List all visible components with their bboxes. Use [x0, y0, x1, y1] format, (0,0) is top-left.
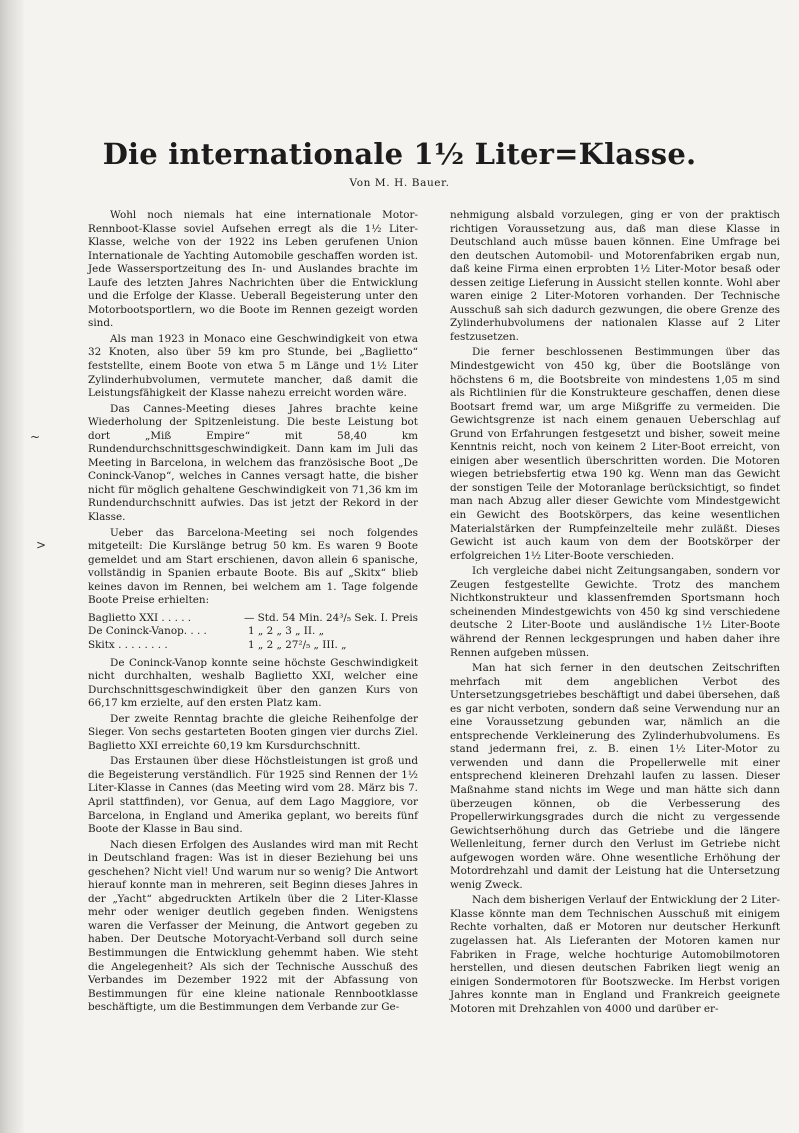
- left-column: [88, 209, 418, 1017]
- paragraph: Die ferner beschlossenen Bestimmungen über das Mindestgewicht von 450 kg, über die Bootslänge von höchstens 6 m, die Bootsbreite von mindestens 1,05 m sind als Richtlinien für die Konstrukteure geschaffen, denen diese Bootsart fremd war, um arge Mißgriffe zu vermeiden. Die Gewichtsgrenze ist nach einem genauen Ueberschlag auf Grund von Erfahrungen festgesetzt und bisher, soweit meine Kenntnis reicht, noch von keinem 2 Liter-Boot erreicht, von einigen aber wesentlich überschritten worden. Die Motoren wiegen betriebsfertig etwa 190 kg. Wenn man das Gewicht der sonstigen Teile der Motoranlage berücksichtigt, so findet man nach Abzug aller dieser Gewichte vom Mindestgewicht ein Gewicht des Bootskörpers, das keine wesentlichen Materialstärken der Rumpfeinzelteile mehr zuläßt. Dieses Gewicht ist auch kaum von dem der Bootskörper der erfolgreichen 1½ Liter-Boote verschieden.: [450, 346, 780, 562]
- right-column: [450, 209, 780, 1018]
- paragraph: Nach dem bisherigen Verlauf der Entwicklung der 2 Liter-Klasse könnte man dem Technischen Ausschuß mit einigem Rechte vorhalten, daß er Motoren nur deutscher Herkunft zugelassen hat. Als Lieferanten der Motoren kamen nur Fabriken in Frage, welche hochturige Automobilmotoren herstellen, und diesen deutschen Fabriken liegt wenig an einigen Sondermotoren für Bootszwecke. Im Herbst vorigen Jahres konnte man in England und Frankreich geeignete Motoren mit Drehzahlen von 4000 und darüber er-: [450, 894, 780, 1015]
- race-results-table: [88, 612, 418, 653]
- paragraph: Das Cannes-Meeting dieses Jahres brachte keine Wiederholung der Spitzenleistung. Die beste Leistung bot dort „Miß Empire“ mit 58,40 km Rundendurchschnittsgeschwindigkeit. Dann kam im Juli das Meeting in Barcelona, in welchem das französische Boot „De Coninck-Vanop“, welches in Cannes versagt hatte, die bisher nicht für möglich gehaltene Geschwindigkeit von 71,36 km im Rundendurchschnitt aufwies. Das ist jetzt der Rekord in der Klasse.: [88, 402, 418, 524]
- paragraph: De Coninck-Vanop konnte seine höchste Geschwindigkeit nicht durchhalten, weshalb Baglietto XXI, welcher eine Durchschnittsgeschwindigkeit über den ganzen Kurs von 66,17 km erzielte, auf den ersten Platz kam.: [88, 656, 418, 710]
- paragraph: Ueber das Barcelona-Meeting sei noch folgendes mitgeteilt: Die Kurslänge betrug 50 km. Es waren 9 Boote gemeldet und am Start erschienen, davon allein 6 spanische, vollständig in Spanien erbaute Boote. Bis auf „Skitx“ blieb keines davon im Rennen, bei welchem am 1. Tage folgende Boote Preise erhielten:: [88, 526, 418, 607]
- paragraph: nehmigung alsbald vorzulegen, ging er von der praktisch richtigen Voraussetzung aus, daß man diese Klasse in Deutschland auch müsse bauen können. Eine Umfrage bei den deutschen Automobil- und Motorenfabriken ergab nun, daß keine Firma einen erprobten 1½ Liter-Motor besaß oder dessen zeitige Lieferung in Aussicht stellen konnte. Wohl aber waren einige 2 Liter-Motoren vorhanden. Der Technische Ausschuß sah sich dadurch gezwungen, die obere Grenze des Zylinderhubvolumens der nationalen Klasse auf 2 Liter festzusetzen.: [450, 209, 780, 343]
- boat-result: — Std. 54 Min. 24³/₅ Sek. I. Preis: [243, 611, 418, 624]
- margin-mark: >: [36, 538, 47, 552]
- paragraph: Der zweite Renntag brachte die gleiche Reihenfolge der Sieger. Von sechs gestarteten Booten gingen vier durchs Ziel. Baglietto XXI erreichte 60,19 km Kursdurchschnitt.: [88, 712, 418, 752]
- paragraph: Nach diesen Erfolgen des Auslandes wird man mit Recht in Deutschland fragen: Was ist in dieser Beziehung bei uns geschehen? Nicht viel! Und warum nur so wenig? Die Antwort hierauf konnte man in mehreren, seit Beginn dieses Jahres in der „Yacht“ abgedruckten Artikeln über die 2 Liter-Klasse mehr oder weniger deutlich gegeben finden. Wenigstens waren die Verfasser der Meinung, die Antwort gegeben zu haben. Der Deutsche Motoryacht-Verband soll durch seine Bestimmungen die Entwicklung gehemmt haben. Wie steht die Angelegenheit? Als sich der Technische Ausschuß des Verbandes im Dezember 1922 mit der Abfassung von Bestimmungen für eine kleine nationale Rennbootklasse beschäftigte, um die Bestimmungen dem Verbande zur Ge-: [88, 838, 418, 1014]
- paragraph: Wohl noch niemals hat eine internationale Motor-Rennboot-Klasse soviel Aufsehen erregt als die 1½ Liter-Klasse, welche von der 1922 ins Leben gerufenen Union Internationale de Yachting Automobile geschaffen worden ist. Jede Wassersportzeitung des In- und Auslandes brachte im Laufe des letzten Jahres Nachrichten über die Entwicklung und die Erfolge der Klasse. Ueberall Begeisterung unter den Motorbootsportlern, wo die Boote im Rennen gezeigt worden sind.: [88, 209, 418, 330]
- paragraph: Man hat sich ferner in den deutschen Zeitschriften mehrfach mit dem angeblichen Verbot des Untersetzungsgetriebes beschäftigt und dabei übersehen, daß es gar nicht verboten, sondern daß seine Verwendung nur an eine Voraussetzung gebunden war, nämlich an die entsprechende Verkleinerung des Zylinderhubvolumens. Es stand jedermann frei, z. B. einen 1½ Liter-Motor zu verwenden und dann die Propellerwelle mit einer entsprechend kleineren Drehzahl laufen zu lassen. Dieser Maßnahme stand nichts im Wege und man hätte sich dann überzeugen können, ob die Verbesserung des Propellerwirkungsgrades durch die nicht zu vergessende Gewichtserhöhung durch das Getriebe und die längere Wellenleitung, ferner durch den Verlust im Getriebe nicht aufgewogen worden wäre. Ohne wesentliche Erhöhung der Motordrehzahl und damit der Leistung hat die Untersetzung wenig Zweck.: [450, 662, 780, 891]
- results-row: [88, 612, 418, 626]
- paragraph: Ich vergleiche dabei nicht Zeitungsangaben, sondern vor Zeugen festgestellte Gewichte. Trotz des manchem Nichtkonstrukteur und klassenfremden Sportsmann hoch scheinenden Mindestgewichts von 450 kg sind verschiedene deutsche 2 Liter-Boote und ausländische 1½ Liter-Boote während der Rennen leckgesprungen und haben daher ihre Rennen aufgeben müssen.: [450, 565, 780, 659]
- paragraph: Als man 1923 in Monaco eine Geschwindigkeit von etwa 32 Knoten, also über 59 km pro Stunde, bei „Baglietto“ feststellte, einem Boote von etwa 5 m Länge und 1½ Liter Zylinderhubvolumen, vermutete mancher, daß damit die Leistungsfähigkeit der Klasse nahezu erreicht worden wäre.: [88, 332, 418, 400]
- boat-result: 1 „ 2 „ 3 „ II. „: [248, 625, 324, 638]
- results-row: [88, 639, 418, 653]
- boat-name: Skitx . . . . . . . .: [88, 638, 168, 651]
- article-byline: Von M. H. Bauer.: [349, 177, 450, 189]
- results-row: [88, 625, 418, 639]
- boat-result: 1 „ 2 „ 27²/₅ „ III. „: [248, 638, 347, 651]
- boat-name: Baglietto XXI . . . . .: [88, 611, 192, 624]
- margin-mark: ~: [30, 430, 41, 444]
- article-title: Die internationale 1½ Liter=Klasse.: [102, 137, 697, 171]
- boat-name: De Coninck-Vanop. . . .: [88, 625, 207, 638]
- paragraph: Das Erstaunen über diese Höchstleistungen ist groß und die Begeisterung verständlich. Für 1925 sind Rennen der 1½ Liter-Klasse in Cannes (das Meeting wird vom 28. März bis 7. April stattfinden), vor Genua, auf dem Lago Maggiore, vor Barcelona, in England und Amerika geplant, wo bereits fünf Boote der Klasse in Bau sind.: [88, 755, 418, 836]
